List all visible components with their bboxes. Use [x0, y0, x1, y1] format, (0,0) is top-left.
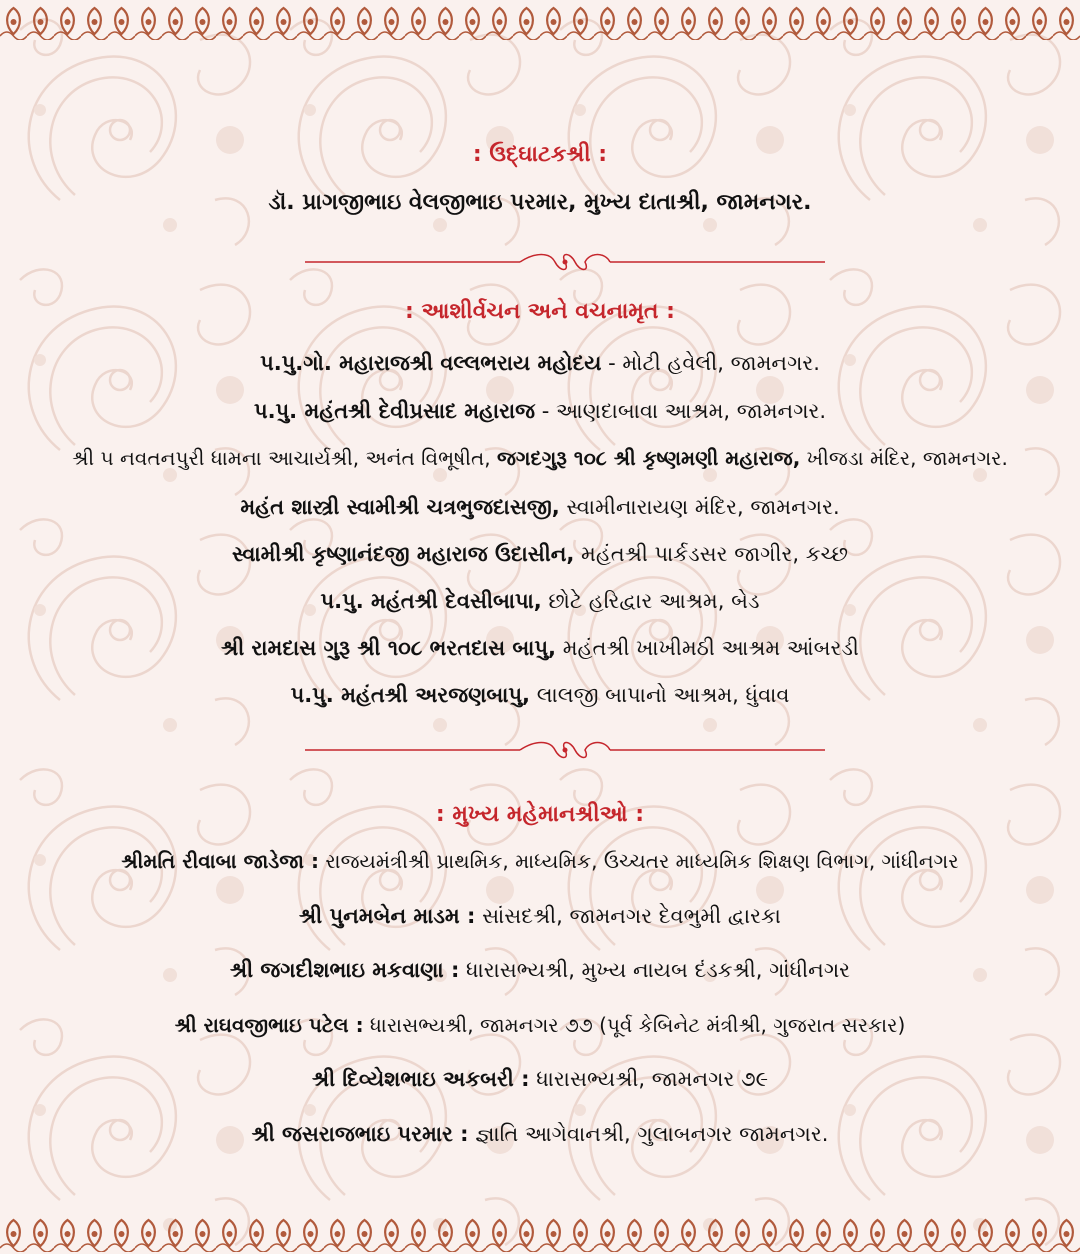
- blessings-heading: : આશીર્વચન અને વચનામૃત :: [405, 299, 675, 324]
- blessing-name: પ.પુ. મહંતશ્રી દેવીપ્રસાદ મહારાજ: [253, 399, 536, 423]
- blessing-detail: મહંતશ્રી પાર્કડસર જાગીર, કચ્છ: [574, 542, 849, 566]
- inaugurator-heading: : ઉદ્ઘાટકશ્રી :: [472, 142, 608, 167]
- bottom-ornamental-border: [0, 1212, 1080, 1252]
- chief-guest-entry: [0, 846, 1080, 876]
- chief-guest-entry: [0, 1010, 1080, 1040]
- blessing-entry: [0, 492, 1080, 522]
- chief-guest-detail: જ્ઞાતિ આગેવાનશ્રી, ગુલાબનગર જામનગર.: [468, 1122, 829, 1146]
- chief-guest-name: શ્રી જગદીશભાઇ મકવાણા :: [229, 958, 460, 982]
- chief-guest-entry: [0, 1119, 1080, 1149]
- chief-guest-name: શ્રી પુનમબેન માડમ :: [299, 904, 476, 928]
- blessing-detail: મહંતશ્રી ખાખીમઠી આશ્રમ આંબરડી: [556, 636, 859, 660]
- blessing-name: શ્રી રામદાસ ગુરૂ શ્રી ૧૦૮ ભરતદાસ બાપુ,: [221, 636, 557, 660]
- top-ornamental-border: [0, 0, 1080, 40]
- inaugurator-name: ડૉ. પ્રાગજીભાઇ વેલજીભાઇ પરમાર, મુખ્ય દાતાશ્રી, જામનગર.: [268, 190, 812, 215]
- chief-guest-detail: ધારાસભ્યશ્રી, જામનગર ૭૯: [529, 1067, 769, 1091]
- blessing-entry: [0, 586, 1080, 616]
- blessing-prefix: શ્રી ૫ નવતનપુરી ધામના આચાર્યશ્રી, અનંત વિભૂષીત,: [72, 446, 497, 470]
- chief-guest-detail: ધારાસભ્યશ્રી, મુખ્ય નાયબ દંડકશ્રી, ગાંધીનગર: [459, 958, 851, 982]
- blessing-entry: [0, 680, 1080, 710]
- ornamental-divider: [305, 740, 825, 760]
- blessing-name: સ્વામીશ્રી કૃષ્ણાનંદજી મહારાજ ઉદાસીન,: [231, 542, 575, 566]
- blessing-entry: [0, 443, 1080, 473]
- blessing-name: પ.પુ.ગો. મહારાજશ્રી વલ્લભરાય મહોદય: [260, 351, 602, 375]
- blessing-name: જગદગુરૂ ૧૦૮ શ્રી કૃષ્ણમણી મહારાજ,: [497, 446, 801, 470]
- chief-guest-detail: ધારાસભ્યશ્રી, જામનગર ૭૭ (પૂર્વ કેબિનેટ મંત્રીશ્રી, ગુજરાત સરકાર): [363, 1013, 906, 1037]
- blessing-entry: [0, 396, 1080, 426]
- blessing-name: પ.પુ. મહંતશ્રી અરજણબાપુ,: [290, 683, 531, 707]
- blessing-detail: ખીજડા મંદિર, જામનગર.: [800, 446, 1008, 470]
- blessing-detail: સ્વામીનારાયણ મંદિર, જામનગર.: [559, 495, 840, 519]
- blessing-detail: લાલજી બાપાનો આશ્રમ, ધુંવાવ: [530, 683, 790, 707]
- blessing-name: પ.પુ. મહંતશ્રી દેવસીબાપા,: [320, 589, 542, 613]
- chief-guest-entry: [0, 1064, 1080, 1094]
- chief-guest-detail: રાજયમંત્રીશ્રી પ્રાથમિક, માધ્યમિક, ઉચ્ચતર માધ્યમિક શિક્ષણ વિભાગ, ગાંધીનગર: [318, 849, 959, 873]
- chief-guest-entry: [0, 955, 1080, 985]
- chief-guest-entry: [0, 901, 1080, 931]
- chief-guest-detail: સાંસદશ્રી, જામનગર દેવભુમી દ્વારકા: [475, 904, 781, 928]
- chief-guests-heading: : મુખ્ય મહેમાનશ્રીઓ :: [435, 802, 645, 827]
- blessing-detail: છોટે હરિદ્વાર આશ્રમ, બેડ: [541, 589, 760, 613]
- blessing-entry: [0, 539, 1080, 569]
- chief-guest-name: શ્રી જસરાજભાઇ પરમાર :: [251, 1122, 469, 1146]
- chief-guest-name: શ્રી દિવ્યેશભાઇ અકબરી :: [311, 1067, 530, 1091]
- blessing-detail: - આણદાબાવા આશ્રમ, જામનગર.: [535, 399, 827, 423]
- blessing-entry: [0, 633, 1080, 663]
- blessing-name: મહંત શાસ્ત્રી સ્વામીશ્રી ચત્રભુજદાસજી,: [240, 495, 560, 519]
- chief-guest-name: શ્રીમતિ રીવાબા જાડેજા :: [121, 849, 319, 873]
- blessing-entry: [0, 348, 1080, 378]
- chief-guest-name: શ્રી રાઘવજીભાઇ પટેલ :: [174, 1013, 364, 1037]
- ornamental-divider: [305, 252, 825, 272]
- blessing-detail: - મોટી હવેલી, જામનગર.: [601, 351, 820, 375]
